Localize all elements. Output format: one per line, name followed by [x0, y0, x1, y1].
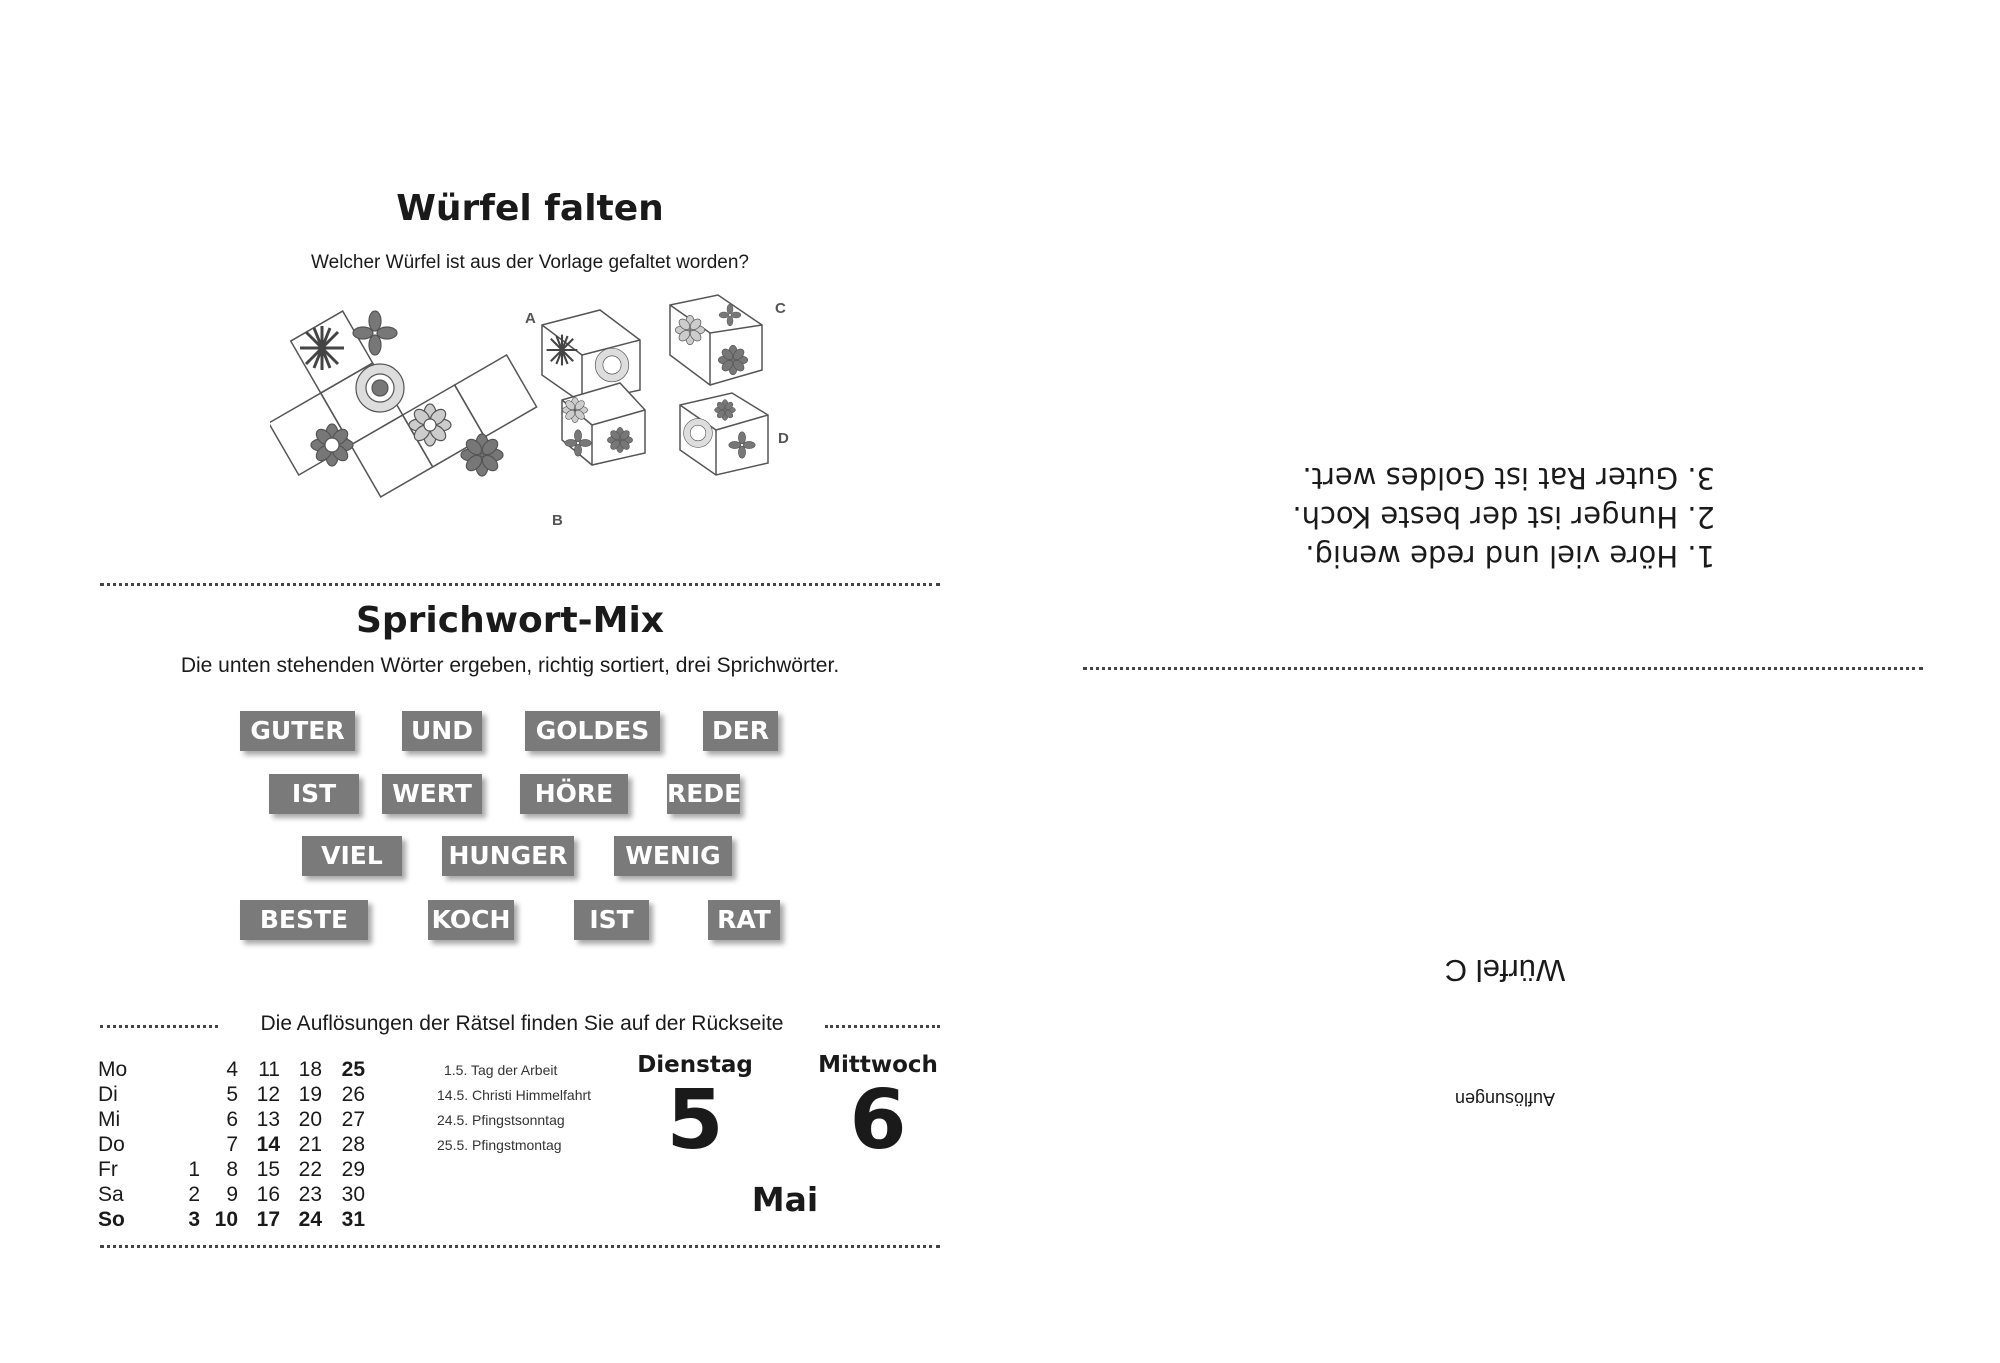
divider — [1083, 667, 1923, 670]
calendar-date: 12 — [256, 1083, 280, 1106]
option-b-label: B — [552, 512, 563, 529]
calendar-date: 5 — [226, 1083, 238, 1106]
proverb-3: 3. Guter Rat ist Goldes wert. — [1302, 461, 1715, 495]
calendar-date: 13 — [256, 1108, 280, 1131]
calendar-row — [98, 1083, 398, 1108]
weekday-label: Mo — [98, 1058, 128, 1081]
divider — [100, 1025, 218, 1028]
weekday-label: Do — [98, 1133, 125, 1156]
calendar-date: 28 — [341, 1133, 365, 1156]
calendar-date: 20 — [298, 1108, 322, 1131]
sprichwort-instruction: Die unten stehenden Wörter ergeben, richtig sortiert, drei Sprichwörter. — [180, 654, 840, 677]
proverb-2: 2. Hunger ist der beste Koch. — [1292, 500, 1715, 534]
calendar-date: 2 — [188, 1183, 200, 1206]
word-tile: WENIG — [614, 836, 732, 876]
calendar-date: 11 — [258, 1058, 280, 1081]
month-calendar — [98, 1058, 398, 1238]
word-tile: GOLDES — [525, 711, 660, 751]
calendar-row — [98, 1058, 398, 1083]
calendar-date: 31 — [341, 1208, 365, 1231]
word-tile: HUNGER — [442, 836, 574, 876]
calendar-date: 21 — [298, 1133, 322, 1156]
sprichwort-title: Sprichwort-Mix — [355, 600, 665, 641]
calendar-date: 27 — [341, 1108, 365, 1131]
month-name: Mai — [751, 1180, 819, 1219]
option-d-label: D — [778, 430, 789, 447]
calendar-date: 9 — [226, 1183, 238, 1206]
holiday-3: 24.5. Pfingstsonntag — [437, 1112, 565, 1128]
word-tile: UND — [402, 711, 482, 751]
calendar-date: 24 — [298, 1208, 322, 1231]
dice-puzzle-illustration — [270, 285, 810, 545]
proverb-1: 1. Höre viel und rede wenig. — [1305, 539, 1715, 573]
cube-net — [270, 285, 537, 527]
calendar-row — [98, 1108, 398, 1133]
word-tile: BESTE — [240, 900, 368, 940]
calendar-row — [98, 1183, 398, 1208]
weekday-label: So — [98, 1208, 125, 1231]
solutions-label: Auflösungen — [1454, 1089, 1556, 1109]
calendar-row — [98, 1208, 398, 1233]
day2-name: Mittwoch — [818, 1052, 938, 1078]
calendar-date: 15 — [256, 1158, 280, 1181]
word-tile: GUTER — [240, 711, 355, 751]
footer-note: Die Auflösungen der Rätsel finden Sie auf der Rückseite — [260, 1012, 784, 1035]
day1-name: Dienstag — [637, 1052, 753, 1078]
word-tile: DER — [703, 711, 778, 751]
calendar-date: 10 — [214, 1208, 238, 1231]
calendar-date: 17 — [256, 1208, 280, 1231]
word-tile: KOCH — [428, 900, 514, 940]
weekday-label: Mi — [98, 1108, 121, 1131]
weekday-label: Fr — [98, 1158, 118, 1181]
calendar-date: 4 — [226, 1058, 238, 1081]
word-tile: IST — [574, 900, 649, 940]
calendar-date: 19 — [298, 1083, 322, 1106]
day2-number: 6 — [849, 1073, 907, 1168]
calendar-date: 29 — [341, 1158, 365, 1181]
word-tile: VIEL — [302, 836, 402, 876]
calendar-date: 14 — [256, 1133, 280, 1156]
holiday-1: 1.5. Tag der Arbeit — [444, 1062, 558, 1078]
calendar-date: 7 — [226, 1133, 238, 1156]
wuerfel-question: Welcher Würfel ist aus der Vorlage gefaltet worden? — [311, 252, 749, 273]
calendar-date: 26 — [341, 1083, 365, 1106]
word-tile: RAT — [708, 900, 780, 940]
word-tile: IST — [269, 774, 359, 814]
calendar-date: 8 — [226, 1158, 238, 1181]
calendar-date: 30 — [341, 1183, 365, 1206]
calendar-date: 18 — [298, 1058, 322, 1081]
word-tile: WERT — [382, 774, 482, 814]
calendar-date: 22 — [298, 1158, 322, 1181]
holiday-2: 14.5. Christi Himmelfahrt — [437, 1087, 592, 1103]
calendar-date: 25 — [341, 1058, 365, 1081]
option-c-label: C — [775, 300, 786, 317]
proverb-solutions — [1255, 458, 1715, 575]
calendar-date: 6 — [226, 1108, 238, 1131]
day1-number: 5 — [666, 1073, 724, 1168]
divider — [825, 1025, 940, 1028]
calendar-date: 23 — [298, 1183, 322, 1206]
weekday-label: Di — [98, 1083, 118, 1106]
calendar-row — [98, 1133, 398, 1158]
wuerfel-title: Würfel falten — [396, 188, 664, 229]
calendar-date: 1 — [188, 1158, 200, 1181]
word-tile: HÖRE — [520, 774, 628, 814]
divider — [100, 1245, 940, 1248]
divider — [100, 583, 940, 586]
dice-answer: Würfel C — [1444, 953, 1566, 988]
word-tile: REDE — [667, 774, 740, 814]
weekday-label: Sa — [98, 1183, 124, 1206]
option-a-label: A — [525, 310, 536, 327]
calendar-date: 16 — [256, 1183, 280, 1206]
calendar-row — [98, 1158, 398, 1183]
calendar-date: 3 — [188, 1208, 200, 1231]
holiday-4: 25.5. Pfingstmontag — [437, 1137, 562, 1153]
